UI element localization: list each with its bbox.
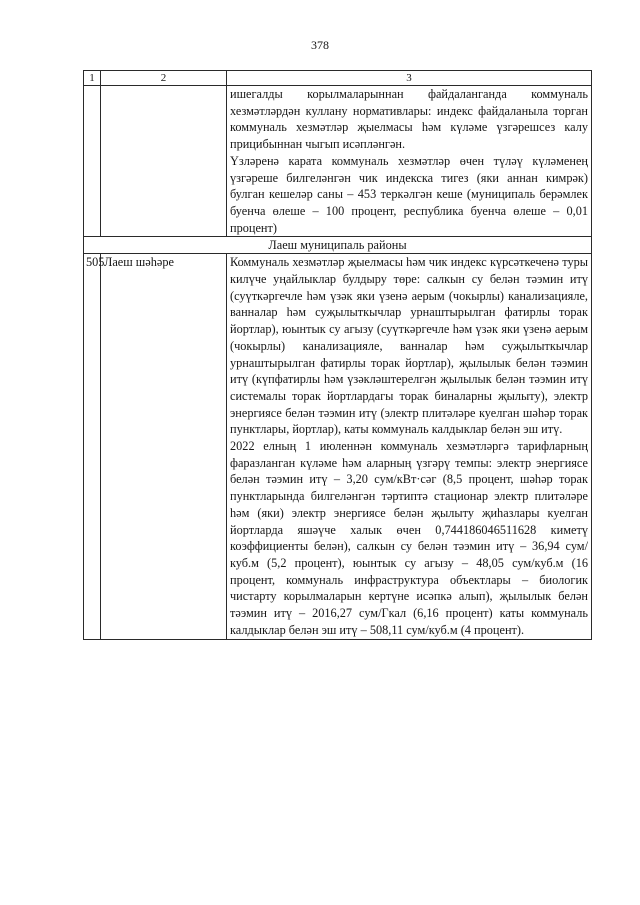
description-paragraph: 2022 елның 1 июленнән коммуналь хезмәтләргә тарифларның фаразланган күләме һәм аларның үзгәрү темпы: электр энергиясе белән тәэмин итү – 3,20 сум/кВт·сәг (8,5 процент, шәһәр торак пунктларында билгеләнгән тәртиптә стационар электр плитәләре һәм (яки) электр энергиясе белән җылыту җиһазлары куелган йортларда яшәүче халык өчен 0,744186046511628 киметү коэффициенты белән), салкын су белән тәэмин итү – 36,94 сум/куб.м (5,2 процент), юынтык су агызу – 48,05 сум/куб.м (16 процент, коммуналь инфраструктура объектлары – биологик чистарту корылмаларын кертүне исәпкә алып), җылылык белән тәэмин итү – 2016,27 сум/Гкал (6,16 процент) каты коммуналь калдыклар белән эш итү – 508,11 сум/куб.м (4 процент). xyxy=(230,439,588,637)
table-header-row xyxy=(84,71,592,86)
header-col-3: 3 xyxy=(227,71,592,86)
settlement-name-cell: Лаеш шәһәре xyxy=(101,254,227,639)
header-col-1: 1 xyxy=(84,71,101,86)
row-number-cell: 505 xyxy=(84,254,101,639)
table-row-continued xyxy=(84,86,592,237)
description-cell xyxy=(227,86,592,237)
row-number-cell xyxy=(84,86,101,237)
description-paragraph: Коммуналь хезмәтләр җыелмасы һәм чик индекс күрсәткеченә туры килүче уңайлыклар булдыру төре: салкын су белән тәэмин итү (суүткәргечле һәм үзәк яки үзенә аерым (чокырлы) канализацияле, ванналар һәм суҗылыткычлар урнаштырылган фатирлы торак йортлар), юынтык су агызу (суүткәргечле һәм үзәк яки үзенә аерым (чокырлы) канализацияле, ванналар һәм суҗылыткычлар урнаштырылган фатирлы торак йортлар), җылылык белән тәэмин итү (күпфатирлы һәм үзәкләштерелгән җылылык белән тәэмин итү системалы торак йортлардагы торак биналарны җылыту), электр энергиясе белән тәэмин итү (электр плитәләре куелган шәһәр торак пунктлары, йортлар), каты коммуналь калдыклар белән эш итү. xyxy=(230,255,588,437)
description-paragraph: ишегалды корылмаларыннан файдаланганда коммуналь хезмәтләрдән куллану нормативлары: индекс файдаланыла торган коммуналь хезмәтләр җыелмасы һәм күләме үзгәрешсез калу прицибыннан чыгып исәпләнгән. xyxy=(230,87,588,152)
page-number: 378 xyxy=(311,38,329,52)
table-row-505 xyxy=(84,254,592,639)
tariff-table xyxy=(83,70,592,640)
section-title: Лаеш муниципаль районы xyxy=(84,237,592,254)
description-cell xyxy=(227,254,592,639)
settlement-name-cell xyxy=(101,86,227,237)
header-col-2: 2 xyxy=(101,71,227,86)
section-row xyxy=(84,237,592,254)
description-paragraph: Үзләренә карата коммуналь хезмәтләр өчен түләү күләменең үзгәреше билгеләнгән чик индекска тигез (яки аннан кимрәк) булган кешеләр саны – 453 теркәлгән кеше (муниципаль берәмлек буенча өлеше – 100 процент, республика буенча өлеше – 0,01 процент) xyxy=(230,153,588,235)
